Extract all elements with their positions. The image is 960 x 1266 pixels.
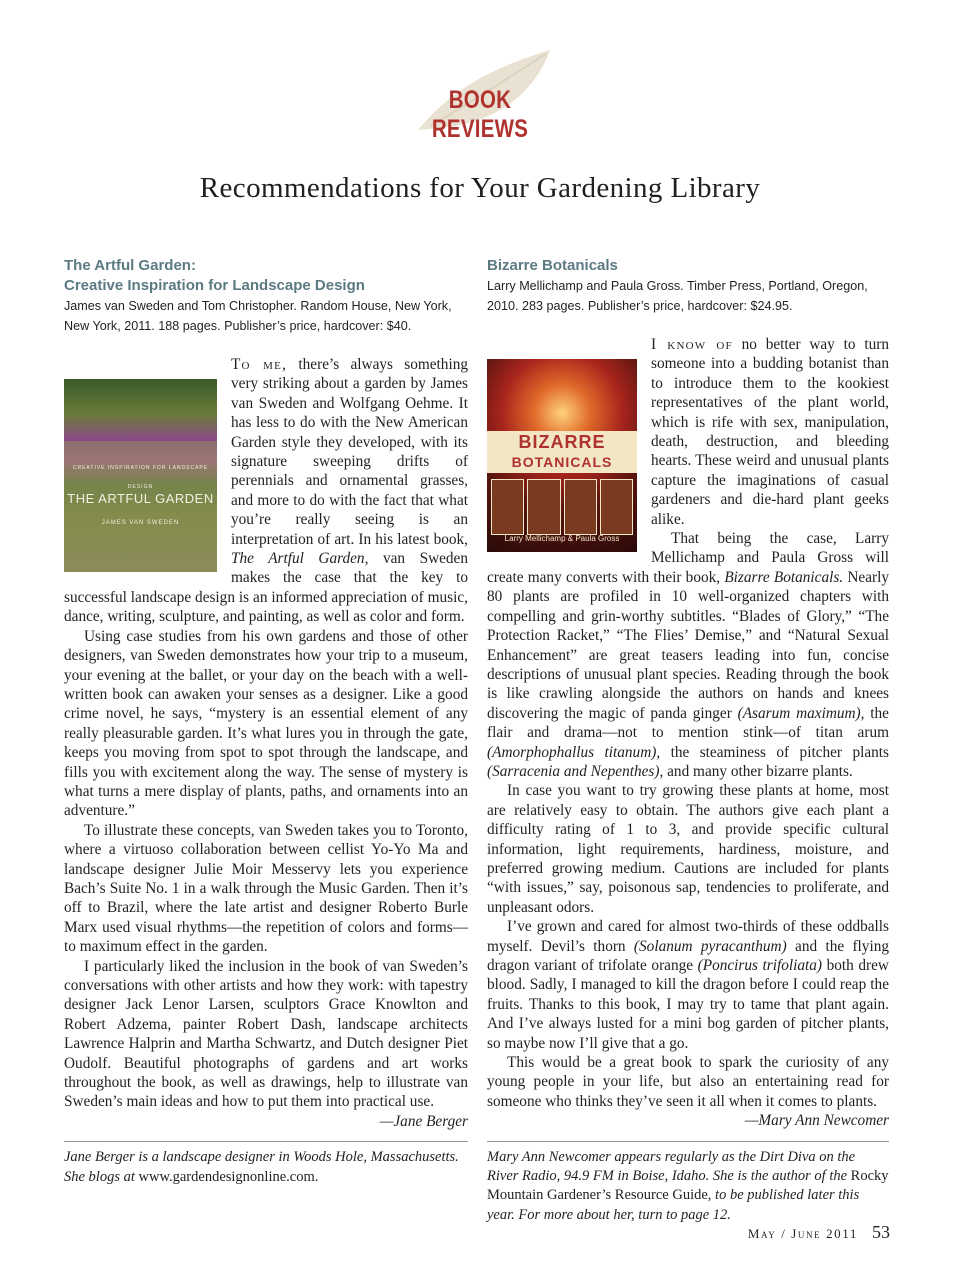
text: no better way to turn someone into a budding botanist than to introduce them to the kookiest representatives of the plant world, which is rife with sex, manipulation, death, destruction, and bleeding hearts. These weird and unusual plants capture the imaginations of casual gardeners and die-hard plant geeks alike.	[651, 336, 889, 528]
text: Nearly 80 plants are profiled in 10 well-organized chapters with compelling and grin-worthy subtitles. “Blades of Glory,” “The Protection Racket,” “The Flies’ Demise,” and “Natural Sexual Enhancement” are great teasers leading into fun, concise descriptions of unusual plant species. Reading through the book is like crawling alongside the authors on hands and knees discovering the magic of panda ginger	[487, 568, 889, 722]
cover-title: THE ARTFUL GARDEN	[67, 491, 214, 506]
signature: —Jane Berger	[379, 1112, 468, 1130]
cover-author: JAMES VAN SWEDEN	[101, 520, 180, 526]
text: Mary Ann Newcomer appears regularly as the Dirt Diva on the River Radio, 94.9 FM in Boise, Idaho. She is the author of the	[487, 1148, 856, 1185]
text: the steaminess of pitcher plants	[660, 743, 889, 761]
lead-in: I know of	[651, 336, 733, 353]
book-title-line2: Creative Inspiration for Landscape Design	[64, 277, 365, 294]
book-meta: Larry Mellichamp and Paula Gross. Timber Press, Portland, Oregon, 2010. 283 pages. Publisher’s price, hardcover: $24.95.	[487, 279, 868, 313]
cover-title-line1: BIZARRE	[518, 432, 606, 452]
text: and the flying dragon variant of trifolate orange	[487, 937, 889, 974]
page-number: 53	[872, 1222, 890, 1242]
book-cover-artful-garden	[64, 379, 217, 572]
latin-name: (Sarracenia and Nepenthes),	[487, 762, 664, 780]
reviewer-bio	[64, 1148, 468, 1187]
book-title: Bizarre Botanicals	[487, 257, 618, 274]
cover-title-line2: BOTANICALS	[511, 454, 613, 470]
cover-small-text: CREATIVE INSPIRATION FOR LANDSCAPE DESIGN	[72, 465, 209, 491]
paragraph	[487, 529, 889, 781]
paragraph	[487, 917, 889, 1053]
page-title: Recommendations for Your Gardening Library	[199, 172, 761, 204]
text: Jane Berger is a landscape designer in Woods Hole, Massachusetts. She blogs at	[64, 1149, 459, 1185]
book-meta: James van Sweden and Tom Christopher. Random House, New York, New York, 2011. 188 pages. Publisher’s price, hardcover: $40.	[64, 299, 452, 333]
text: both drew blood. Sadly, I managed to kill the dragon before I could reap the fruits. Thanks to this book, I may try to tame that plant again. And I’ve always lusted for a mini bog garden of pitcher plants, so maybe now I’ll give that a go.	[487, 957, 889, 1052]
latin-name: (Poncirus trifoliata)	[697, 957, 823, 974]
book-ref: Bizarre Botanicals.	[724, 568, 844, 586]
latin-name: (Amorphophallus titanum),	[487, 743, 661, 761]
book-ref: Rocky Mountain Gardener’s Resource Guide,	[487, 1168, 889, 1204]
latin-name: (Asarum maximum),	[737, 704, 865, 722]
review-artful-garden	[64, 256, 468, 1187]
lead-in: To me,	[231, 356, 288, 373]
section-label: BOOK REVIEWS	[431, 86, 529, 143]
issue-date: May / June 2011	[747, 1226, 858, 1241]
paragraph: To illustrate these concepts, van Sweden takes you to Toronto, where a virtuoso collaboration between cellist Yo-Yo Ma and landscape designer Julie Moir Messervy lets you experience Bach’s Suite No. 1 in a walk through the Music Garden. Then it’s off to Brazil, where the late artist and designer Roberto Burle Marx used visual rhythms—the repetition of colors and forms—to maximum effect in the garden.	[64, 821, 468, 956]
bio-divider	[487, 1141, 889, 1226]
cover-authors: Larry Mellichamp & Paula Gross	[504, 533, 620, 543]
book-cover-bizarre-botanicals	[487, 359, 637, 552]
book-title-line1: The Artful Garden:	[64, 257, 196, 274]
text: van Sweden makes the case that the key to successful landscape design is an informed appreciation of music, dance, writing, sculpture, and painting, as well as color and form.	[64, 550, 468, 626]
paragraph: In case you want to try growing these plants at home, most are relatively easy to obtain. The authors give each plant a difficulty rating of 1 to 3, and provide specific cultural information, light requirements, hardiness, moisture, and preferred growing medium. Cautions are included for plants “with issues,” say, poisonous sap, tendencies to proliferate, and unpleasant odors.	[487, 782, 889, 916]
latin-name: (Solanum pyracanthum)	[633, 937, 787, 955]
text: there’s always something very striking about a garden by James van Sweden and Wolfgang Oehme. It has less to do with the New American Garden style they developed, with its signature sweeping drifts of perennials and ornamental grasses, and more to do with the fact that what you’re really seeing is an interpretation of art. In his latest book,	[231, 356, 468, 548]
paragraph: This would be a great book to spark the curiosity of any young people in your life, but also an entertaining read for someone who thinks they’ve seen it all when it comes to plants.	[487, 1054, 889, 1110]
paragraph: Using case studies from his own gardens and those of other designers, van Sweden demonstrates how your trip to a museum, your evening at the ballet, or your day on the beach with a well-written book can awaken your senses as a designer. Like a good crime novel, he says, “mystery is an essential element of any really pleasurable garden. It’s what lures you in through the gate, keeps you moving from spot to spot through the landscape, and fills you with excitement along the way. The sense of mystery is what turns a mere display of plants, paths, and ornaments into an adventure.”	[64, 627, 468, 820]
review-bizarre-botanicals	[487, 256, 889, 1225]
page-footer	[748, 1222, 890, 1243]
blog-link[interactable]: www.gardendesignonline.com.	[138, 1168, 319, 1185]
review-body	[64, 355, 468, 1131]
book-ref: The Artful Garden,	[231, 550, 369, 568]
text: and many other bizarre plants.	[663, 762, 853, 780]
text: That being the case, Larry Mellichamp and Paula Gross will create many converts with their book,	[487, 530, 889, 586]
reviewer-bio	[487, 1148, 889, 1226]
text: I’ve grown and cared for almost two-thirds of these oddballs myself. Devil’s thorn	[487, 918, 889, 955]
review-body	[487, 335, 889, 1131]
text: the flair and drama—not to mention stink—of titan arum	[487, 704, 889, 742]
bio-divider	[64, 1141, 468, 1187]
text: to be published later this year. For more about her, turn to page 12.	[487, 1187, 860, 1223]
paragraph: I particularly liked the inclusion in the book of van Sweden’s conversations with other artists and how they work: with tapestry designer Jack Lenor Larsen, sculptors Grace Knowlton and Robert Adzema, painter Robert Dash, landscape architects Lawrence Halprin and Martha Schwartz, and Dutch designer Piet Oudolf. Beautiful photographs of gardens and art works throughout the book, as well as drawings, help to illustrate van Sweden’s main ideas and how to put them into practical use.	[64, 957, 468, 1111]
signature: —Mary Ann Newcomer	[744, 1112, 889, 1130]
